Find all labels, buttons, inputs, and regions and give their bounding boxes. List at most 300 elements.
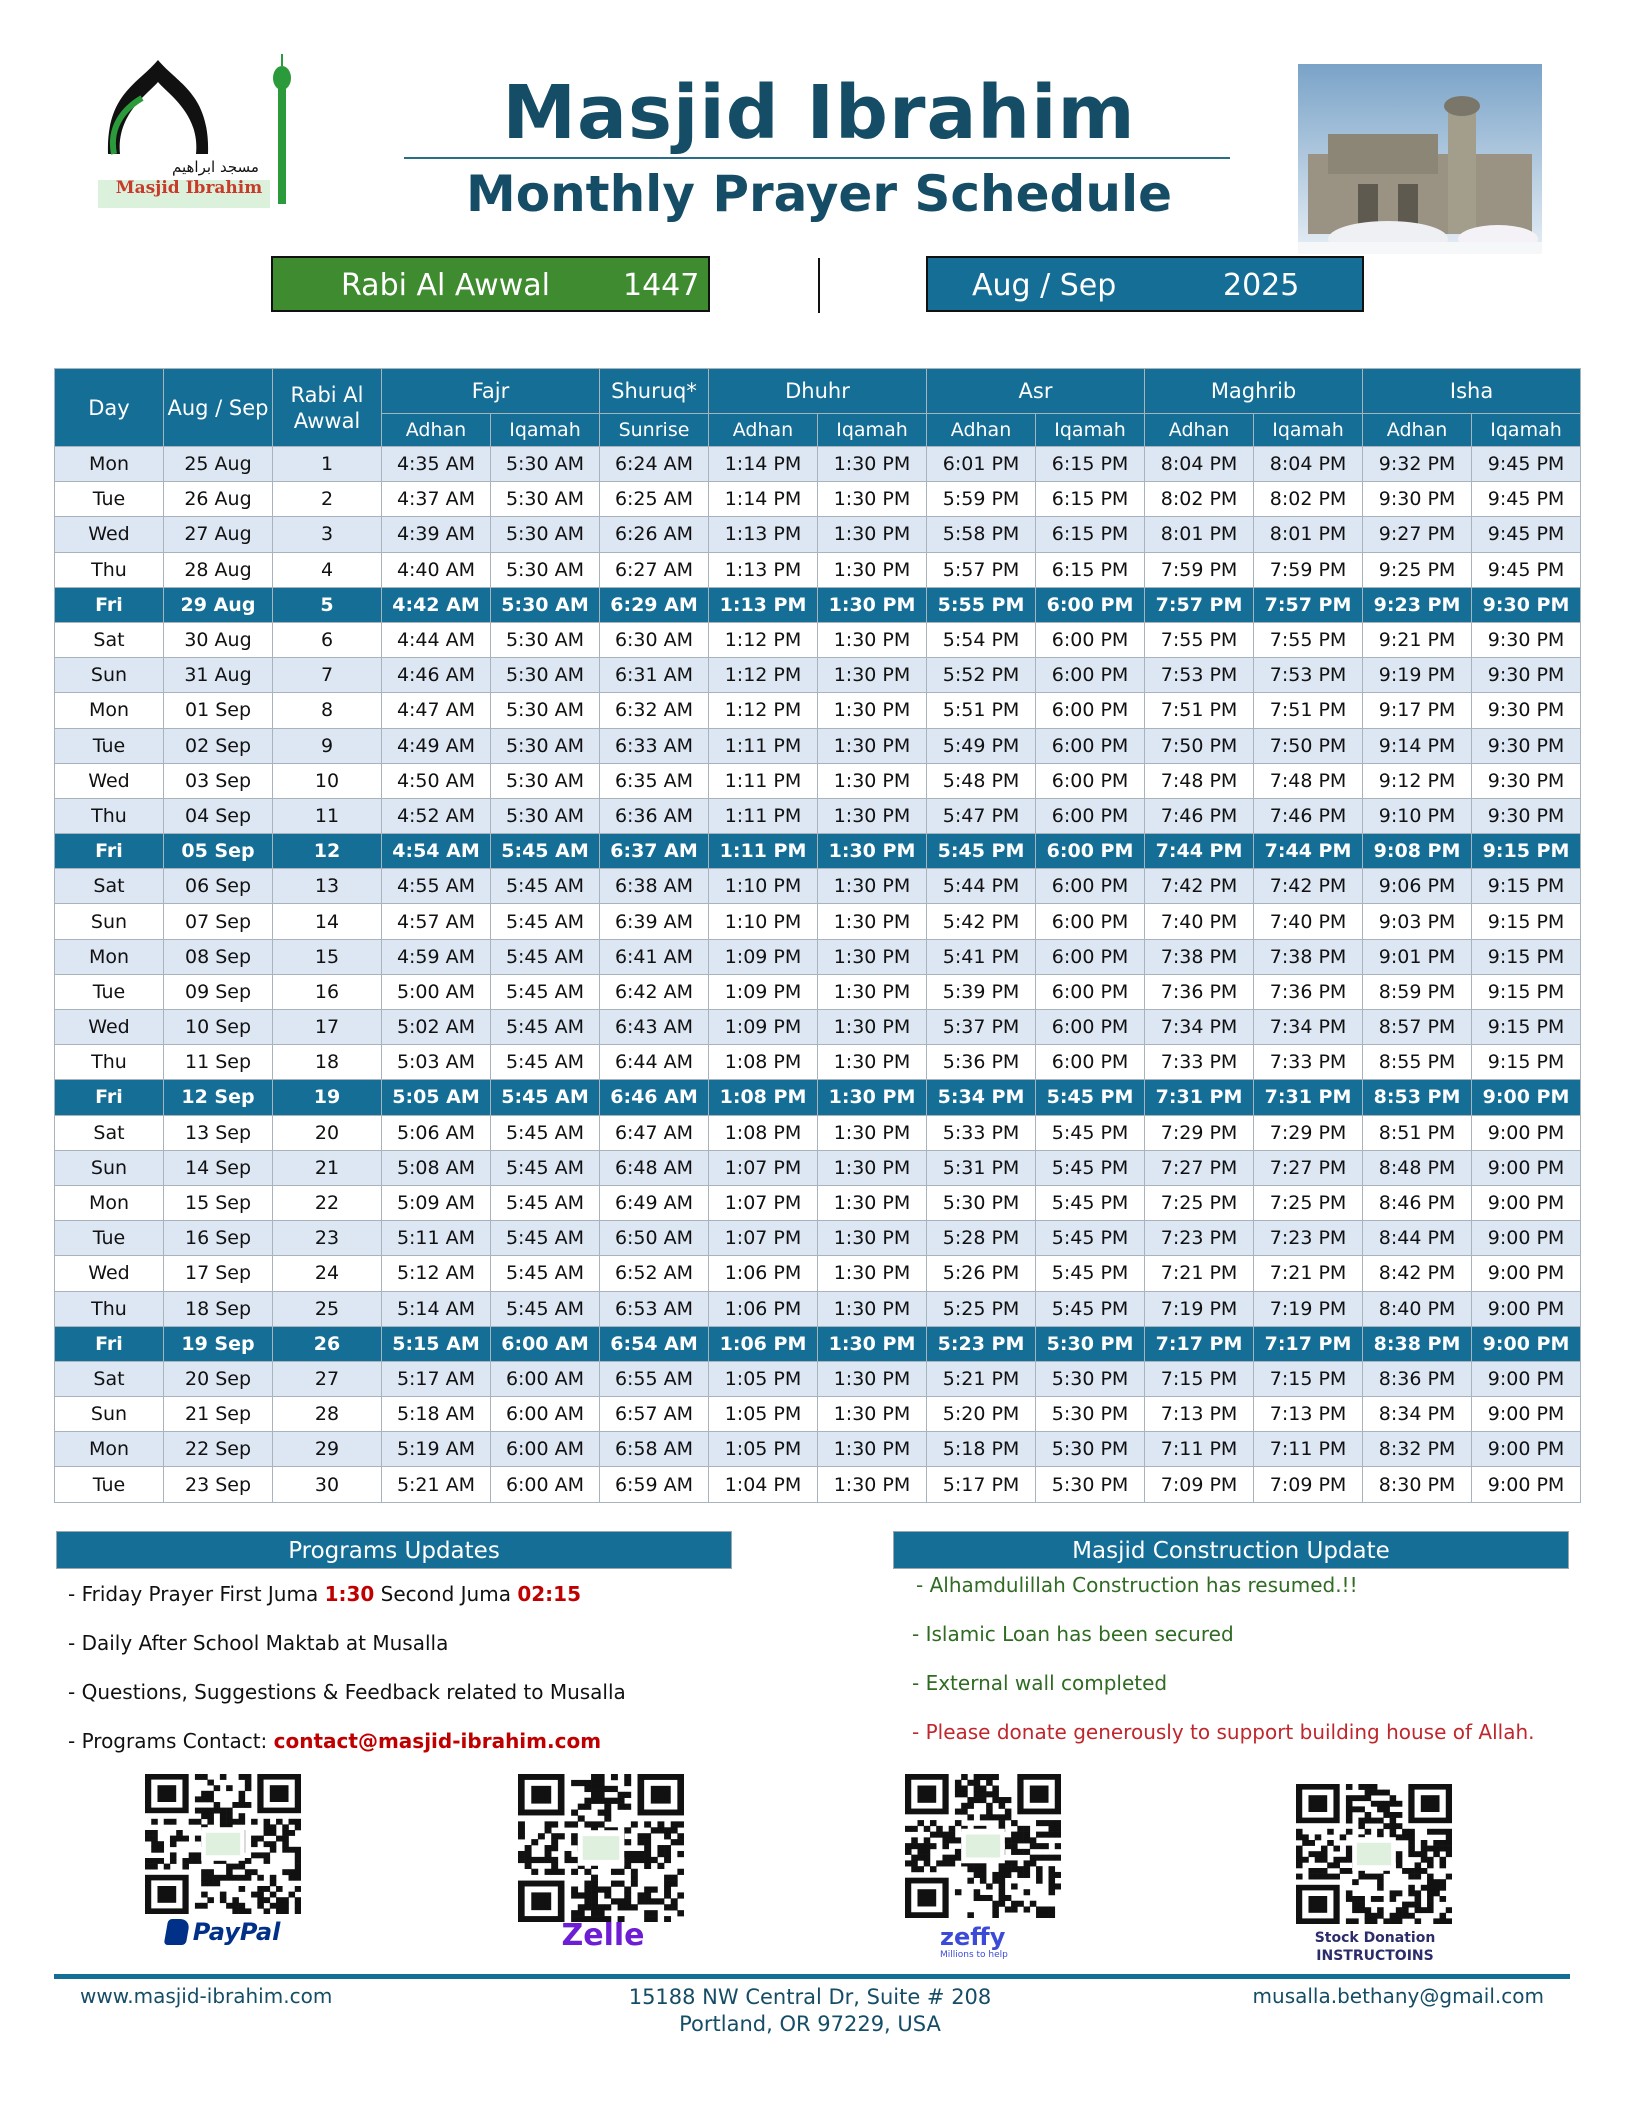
table-cell: 9:32 PM [1363, 447, 1472, 482]
table-cell: 6:30 AM [600, 622, 709, 657]
table-cell: 5:17 AM [382, 1361, 491, 1396]
table-cell: 6:00 PM [1036, 587, 1145, 622]
table-cell: 1:30 PM [818, 974, 927, 1009]
table-cell: 7:31 PM [1254, 1080, 1363, 1115]
table-cell: 15 [273, 939, 382, 974]
table-cell: 6:55 AM [600, 1361, 709, 1396]
table-cell: 5:45 AM [491, 1010, 600, 1045]
table-cell: 5:48 PM [927, 763, 1036, 798]
subheader-sunrise: Sunrise [600, 414, 709, 447]
table-cell: 29 [273, 1432, 382, 1467]
table-cell: 9:30 PM [1472, 693, 1581, 728]
table-cell: 7:33 PM [1254, 1045, 1363, 1080]
table-row [55, 1432, 1581, 1467]
table-row [55, 1115, 1581, 1150]
stock-donation-link[interactable] [1300, 1929, 1450, 1965]
table-cell: 4:49 AM [382, 728, 491, 763]
table-cell: 9:00 PM [1472, 1291, 1581, 1326]
table-cell: 18 [273, 1045, 382, 1080]
table-cell: 5:33 PM [927, 1115, 1036, 1150]
construction-resumed-line: - Alhamdulillah Construction has resumed.!! [916, 1573, 1358, 1597]
table-cell: 7:55 PM [1145, 622, 1254, 657]
page-subtitle: Monthly Prayer Schedule [465, 165, 1172, 223]
table-cell: 02 Sep [164, 728, 273, 763]
table-cell: 1:04 PM [709, 1467, 818, 1502]
table-cell: 5:45 PM [1036, 1291, 1145, 1326]
table-cell: 8:44 PM [1363, 1221, 1472, 1256]
table-cell: 7:57 PM [1254, 587, 1363, 622]
table-cell: 4:47 AM [382, 693, 491, 728]
table-cell: 10 [273, 763, 382, 798]
column-header-day: Day [55, 369, 164, 447]
table-cell: 1:30 PM [818, 1221, 927, 1256]
table-cell: 1:13 PM [709, 587, 818, 622]
table-cell: 6:00 PM [1036, 728, 1145, 763]
table-cell: 5:45 PM [927, 834, 1036, 869]
table-cell: Thu [55, 552, 164, 587]
zelle-qr-code[interactable] [518, 1774, 684, 1922]
subheader-asr-iqamah: Iqamah [1036, 414, 1145, 447]
schedule-body [55, 447, 1581, 1503]
table-cell: 5:45 PM [1036, 1221, 1145, 1256]
table-cell: 3 [273, 517, 382, 552]
table-cell: 9:14 PM [1363, 728, 1472, 763]
table-cell: 1:09 PM [709, 974, 818, 1009]
table-cell: 1:30 PM [818, 1185, 927, 1220]
table-cell: 6:24 AM [600, 447, 709, 482]
table-cell: 1:30 PM [818, 1432, 927, 1467]
table-cell: 1:13 PM [709, 517, 818, 552]
table-cell: 6:29 AM [600, 587, 709, 622]
table-cell: 26 [273, 1326, 382, 1361]
table-cell: Mon [55, 939, 164, 974]
column-header-maghrib: Maghrib [1145, 369, 1363, 414]
table-cell: 8:59 PM [1363, 974, 1472, 1009]
table-cell: 1:08 PM [709, 1115, 818, 1150]
table-cell: 9:45 PM [1472, 482, 1581, 517]
table-cell: 8:34 PM [1363, 1397, 1472, 1432]
table-cell: 8:01 PM [1145, 517, 1254, 552]
table-cell: 25 Aug [164, 447, 273, 482]
table-cell: 5:12 AM [382, 1256, 491, 1291]
table-cell: 7:48 PM [1145, 763, 1254, 798]
table-cell: 6:46 AM [600, 1080, 709, 1115]
table-cell: 05 Sep [164, 834, 273, 869]
table-cell: 4:52 AM [382, 798, 491, 833]
table-cell: 12 [273, 834, 382, 869]
table-cell: 6:44 AM [600, 1045, 709, 1080]
table-cell: 5:18 PM [927, 1432, 1036, 1467]
table-cell: 6:38 AM [600, 869, 709, 904]
table-cell: 5:45 PM [1036, 1080, 1145, 1115]
table-cell: 1:30 PM [818, 447, 927, 482]
table-cell: 6:48 AM [600, 1150, 709, 1185]
table-cell: 8:38 PM [1363, 1326, 1472, 1361]
table-cell: 9:17 PM [1363, 693, 1472, 728]
table-cell: 8:51 PM [1363, 1115, 1472, 1150]
table-cell: 5:31 PM [927, 1150, 1036, 1185]
table-cell: 21 [273, 1150, 382, 1185]
table-cell: 7:53 PM [1254, 658, 1363, 693]
table-cell: 1:30 PM [818, 728, 927, 763]
table-cell: 5:52 PM [927, 658, 1036, 693]
table-cell: 7 [273, 658, 382, 693]
table-cell: 7:33 PM [1145, 1045, 1254, 1080]
table-cell: 27 Aug [164, 517, 273, 552]
gregorian-month-label: Aug / Sep [972, 268, 1117, 303]
friday-row [55, 1080, 1581, 1115]
table-cell: 7:25 PM [1145, 1185, 1254, 1220]
table-cell: Sat [55, 869, 164, 904]
table-cell: 9:30 PM [1472, 728, 1581, 763]
table-cell: 4:44 AM [382, 622, 491, 657]
table-cell: 6:00 PM [1036, 1010, 1145, 1045]
table-cell: 1:09 PM [709, 1010, 818, 1045]
table-cell: Fri [55, 1080, 164, 1115]
table-cell: Fri [55, 1326, 164, 1361]
stock-donation-qr-code[interactable] [1296, 1784, 1452, 1924]
table-row [55, 1361, 1581, 1396]
hijri-month-box [271, 256, 710, 312]
table-cell: 29 Aug [164, 587, 273, 622]
juma-middle: Second Juma [374, 1582, 518, 1606]
table-cell: 6:31 AM [600, 658, 709, 693]
table-cell: 9:01 PM [1363, 939, 1472, 974]
table-row [55, 1010, 1581, 1045]
table-cell: 11 [273, 798, 382, 833]
table-cell: 5:08 AM [382, 1150, 491, 1185]
table-cell: 18 Sep [164, 1291, 273, 1326]
table-cell: 7:11 PM [1145, 1432, 1254, 1467]
table-cell: 7:48 PM [1254, 763, 1363, 798]
table-cell: 6:52 AM [600, 1256, 709, 1291]
table-cell: 9:21 PM [1363, 622, 1472, 657]
column-header-dhuhr: Dhuhr [709, 369, 927, 414]
table-cell: 1:30 PM [818, 587, 927, 622]
table-cell: 6:00 PM [1036, 693, 1145, 728]
table-row [55, 1045, 1581, 1080]
table-cell: 5:14 AM [382, 1291, 491, 1326]
table-cell: 14 [273, 904, 382, 939]
footer-website-link[interactable]: www.masjid-ibrahim.com [80, 1984, 333, 2008]
table-cell: 6:33 AM [600, 728, 709, 763]
table-cell: 16 Sep [164, 1221, 273, 1256]
table-cell: Tue [55, 974, 164, 1009]
table-row [55, 869, 1581, 904]
subheader-isha-iqamah: Iqamah [1472, 414, 1581, 447]
table-cell: 24 [273, 1256, 382, 1291]
table-cell: Wed [55, 763, 164, 798]
table-cell: Tue [55, 1467, 164, 1502]
table-cell: 9:00 PM [1472, 1467, 1581, 1502]
table-cell: 1:05 PM [709, 1361, 818, 1396]
table-cell: Wed [55, 1010, 164, 1045]
table-cell: 9:00 PM [1472, 1150, 1581, 1185]
construction-update-header: Masjid Construction Update [893, 1531, 1569, 1569]
table-cell: 5:57 PM [927, 552, 1036, 587]
table-cell: Thu [55, 798, 164, 833]
table-cell: 5:44 PM [927, 869, 1036, 904]
table-cell: 9:30 PM [1472, 658, 1581, 693]
table-cell: 6:41 AM [600, 939, 709, 974]
table-cell: 8:01 PM [1254, 517, 1363, 552]
footer-address-line1: 15188 NW Central Dr, Suite # 208 [628, 1985, 992, 2009]
table-cell: 6:00 PM [1036, 658, 1145, 693]
table-cell: 9:30 PM [1472, 587, 1581, 622]
table-cell: 5:17 PM [927, 1467, 1036, 1502]
table-cell: 8:02 PM [1145, 482, 1254, 517]
table-cell: 4:39 AM [382, 517, 491, 552]
column-header-isha: Isha [1363, 369, 1581, 414]
table-cell: 5:30 AM [491, 587, 600, 622]
table-cell: 7:21 PM [1145, 1256, 1254, 1291]
programs-juma-line [68, 1582, 581, 1606]
table-cell: 6:36 AM [600, 798, 709, 833]
table-cell: 6:00 AM [491, 1467, 600, 1502]
table-cell: 7:40 PM [1145, 904, 1254, 939]
table-cell: 8:48 PM [1363, 1150, 1472, 1185]
table-cell: 1:11 PM [709, 798, 818, 833]
table-cell: 6:53 AM [600, 1291, 709, 1326]
table-cell: 7:50 PM [1254, 728, 1363, 763]
table-cell: 9:15 PM [1472, 939, 1581, 974]
table-cell: 1:11 PM [709, 763, 818, 798]
table-cell: Fri [55, 834, 164, 869]
zeffy-qr-code[interactable] [905, 1774, 1061, 1918]
table-cell: 9:08 PM [1363, 834, 1472, 869]
table-cell: 9:00 PM [1472, 1361, 1581, 1396]
table-cell: 5:30 AM [491, 622, 600, 657]
table-cell: 4:59 AM [382, 939, 491, 974]
programs-contact-line [68, 1729, 601, 1753]
table-cell: 8:32 PM [1363, 1432, 1472, 1467]
table-cell: 1:30 PM [818, 869, 927, 904]
table-row [55, 552, 1581, 587]
table-cell: 7:19 PM [1145, 1291, 1254, 1326]
table-cell: 1:05 PM [709, 1397, 818, 1432]
table-cell: 5:42 PM [927, 904, 1036, 939]
footer-address [560, 1984, 1060, 2038]
table-cell: 9:15 PM [1472, 904, 1581, 939]
table-cell: 5:45 AM [491, 904, 600, 939]
table-row [55, 763, 1581, 798]
table-cell: 1:07 PM [709, 1150, 818, 1185]
table-cell: 7:44 PM [1145, 834, 1254, 869]
table-cell: 5:00 AM [382, 974, 491, 1009]
table-cell: 4:57 AM [382, 904, 491, 939]
table-cell: 9:00 PM [1472, 1185, 1581, 1220]
table-cell: 1:10 PM [709, 904, 818, 939]
zeffy-logo[interactable] [940, 1924, 1030, 1960]
table-row [55, 974, 1581, 1009]
table-cell: 8:04 PM [1145, 447, 1254, 482]
table-cell: Tue [55, 728, 164, 763]
table-cell: 8:40 PM [1363, 1291, 1472, 1326]
table-cell: 9:15 PM [1472, 869, 1581, 904]
table-cell: Thu [55, 1045, 164, 1080]
table-cell: 5:30 PM [1036, 1326, 1145, 1361]
table-cell: 7:36 PM [1145, 974, 1254, 1009]
table-cell: 6:27 AM [600, 552, 709, 587]
contact-prefix: - Programs Contact: [68, 1729, 274, 1753]
table-cell: 5:39 PM [927, 974, 1036, 1009]
table-cell: 6:00 AM [491, 1397, 600, 1432]
table-cell: 6:00 PM [1036, 622, 1145, 657]
table-cell: 7:53 PM [1145, 658, 1254, 693]
table-cell: 9:03 PM [1363, 904, 1472, 939]
table-cell: 6:00 PM [1036, 798, 1145, 833]
table-cell: 5:45 AM [491, 1221, 600, 1256]
table-cell: 4:50 AM [382, 763, 491, 798]
table-cell: 25 [273, 1291, 382, 1326]
table-cell: 28 [273, 1397, 382, 1432]
page-title: Masjid Ibrahim [502, 70, 1136, 156]
table-cell: 5:30 PM [1036, 1432, 1145, 1467]
table-cell: 1:12 PM [709, 693, 818, 728]
table-cell: 10 Sep [164, 1010, 273, 1045]
table-cell: Mon [55, 1432, 164, 1467]
table-cell: 5:30 AM [491, 482, 600, 517]
table-cell: 8:30 PM [1363, 1467, 1472, 1502]
table-cell: 1:06 PM [709, 1291, 818, 1326]
table-cell: 6:00 PM [1036, 974, 1145, 1009]
footer-divider [54, 1974, 1570, 1979]
table-cell: 23 [273, 1221, 382, 1256]
table-row [55, 1256, 1581, 1291]
table-cell: 7:34 PM [1145, 1010, 1254, 1045]
table-cell: 2 [273, 482, 382, 517]
table-cell: 7:46 PM [1145, 798, 1254, 833]
table-cell: 5:03 AM [382, 1045, 491, 1080]
table-cell: 5:30 PM [927, 1185, 1036, 1220]
footer-address-line2: Portland, OR 97229, USA [679, 2012, 941, 2036]
friday-row [55, 834, 1581, 869]
table-cell: 1:14 PM [709, 447, 818, 482]
table-cell: 9:23 PM [1363, 587, 1472, 622]
contact-email-link[interactable]: contact@masjid-ibrahim.com [273, 1729, 602, 1753]
friday-row [55, 1326, 1581, 1361]
table-cell: 7:36 PM [1254, 974, 1363, 1009]
first-juma-time: 1:30 [324, 1582, 375, 1606]
table-cell: Mon [55, 693, 164, 728]
table-cell: Tue [55, 1221, 164, 1256]
table-cell: 1:30 PM [818, 834, 927, 869]
table-cell: 15 Sep [164, 1185, 273, 1220]
table-cell: 7:40 PM [1254, 904, 1363, 939]
table-cell: 4:35 AM [382, 447, 491, 482]
paypal-qr-code[interactable] [145, 1774, 301, 1914]
table-cell: 6:00 PM [1036, 1045, 1145, 1080]
table-row [55, 482, 1581, 517]
table-cell: 1:30 PM [818, 904, 927, 939]
table-cell: 5:45 AM [491, 1045, 600, 1080]
table-row [55, 1185, 1581, 1220]
zelle-label: Zelle [561, 1918, 645, 1953]
table-cell: 22 [273, 1185, 382, 1220]
table-cell: 7:23 PM [1254, 1221, 1363, 1256]
table-cell: 1:30 PM [818, 1361, 927, 1396]
table-cell: 9:30 PM [1472, 763, 1581, 798]
table-cell: 1:30 PM [818, 763, 927, 798]
table-cell: 7:51 PM [1254, 693, 1363, 728]
table-cell: 5 [273, 587, 382, 622]
zelle-logo[interactable] [558, 1918, 648, 1956]
table-cell: 6:00 AM [491, 1326, 600, 1361]
table-cell: 7:17 PM [1145, 1326, 1254, 1361]
table-cell: 7:27 PM [1145, 1150, 1254, 1185]
table-cell: 5:30 PM [1036, 1361, 1145, 1396]
table-cell: 4:46 AM [382, 658, 491, 693]
table-cell: 5:30 AM [491, 658, 600, 693]
table-cell: 9:45 PM [1472, 517, 1581, 552]
table-cell: 6:15 PM [1036, 517, 1145, 552]
table-cell: 5:05 AM [382, 1080, 491, 1115]
table-cell: 28 Aug [164, 552, 273, 587]
table-cell: 5:45 PM [1036, 1150, 1145, 1185]
table-cell: 8:55 PM [1363, 1045, 1472, 1080]
table-cell: Sun [55, 904, 164, 939]
construction-donate-line: - Please donate generously to support building house of Allah. [912, 1720, 1535, 1744]
footer-email-link[interactable]: musalla.bethany@gmail.com [1252, 1984, 1544, 2008]
table-cell: 14 Sep [164, 1150, 273, 1185]
table-row [55, 798, 1581, 833]
table-cell: 1:30 PM [818, 482, 927, 517]
table-cell: Sat [55, 1115, 164, 1150]
table-cell: 6:57 AM [600, 1397, 709, 1432]
table-cell: 9:15 PM [1472, 834, 1581, 869]
column-header-shuruq: Shuruq* [600, 369, 709, 414]
table-cell: 7:59 PM [1145, 552, 1254, 587]
table-cell: 26 Aug [164, 482, 273, 517]
table-cell: 7:42 PM [1254, 869, 1363, 904]
table-cell: 5:59 PM [927, 482, 1036, 517]
table-cell: 7:15 PM [1254, 1361, 1363, 1396]
table-cell: 7:11 PM [1254, 1432, 1363, 1467]
table-cell: 5:30 AM [491, 517, 600, 552]
table-cell: Fri [55, 587, 164, 622]
table-cell: 6:26 AM [600, 517, 709, 552]
table-cell: 7:23 PM [1145, 1221, 1254, 1256]
table-row [55, 939, 1581, 974]
table-cell: Thu [55, 1291, 164, 1326]
table-cell: 5:20 PM [927, 1397, 1036, 1432]
table-cell: 8:46 PM [1363, 1185, 1472, 1220]
table-cell: 1 [273, 447, 382, 482]
table-cell: 1:12 PM [709, 622, 818, 657]
table-cell: 1:11 PM [709, 728, 818, 763]
paypal-logo[interactable] [158, 1918, 288, 1952]
table-cell: 5:30 AM [491, 552, 600, 587]
table-cell: 6:50 AM [600, 1221, 709, 1256]
table-cell: 1:30 PM [818, 1115, 927, 1150]
table-cell: 7:27 PM [1254, 1150, 1363, 1185]
table-row [55, 622, 1581, 657]
table-cell: 8:04 PM [1254, 447, 1363, 482]
table-cell: 6:00 AM [491, 1432, 600, 1467]
table-cell: 6:43 AM [600, 1010, 709, 1045]
table-cell: 1:30 PM [818, 552, 927, 587]
table-cell: 7:17 PM [1254, 1326, 1363, 1361]
header-box-divider [818, 258, 820, 313]
table-row [55, 1397, 1581, 1432]
table-cell: 9:00 PM [1472, 1080, 1581, 1115]
table-cell: 19 Sep [164, 1326, 273, 1361]
table-cell: 8 [273, 693, 382, 728]
table-cell: 11 Sep [164, 1045, 273, 1080]
table-row [55, 728, 1581, 763]
table-cell: 31 Aug [164, 658, 273, 693]
second-juma-time: 02:15 [517, 1582, 581, 1606]
